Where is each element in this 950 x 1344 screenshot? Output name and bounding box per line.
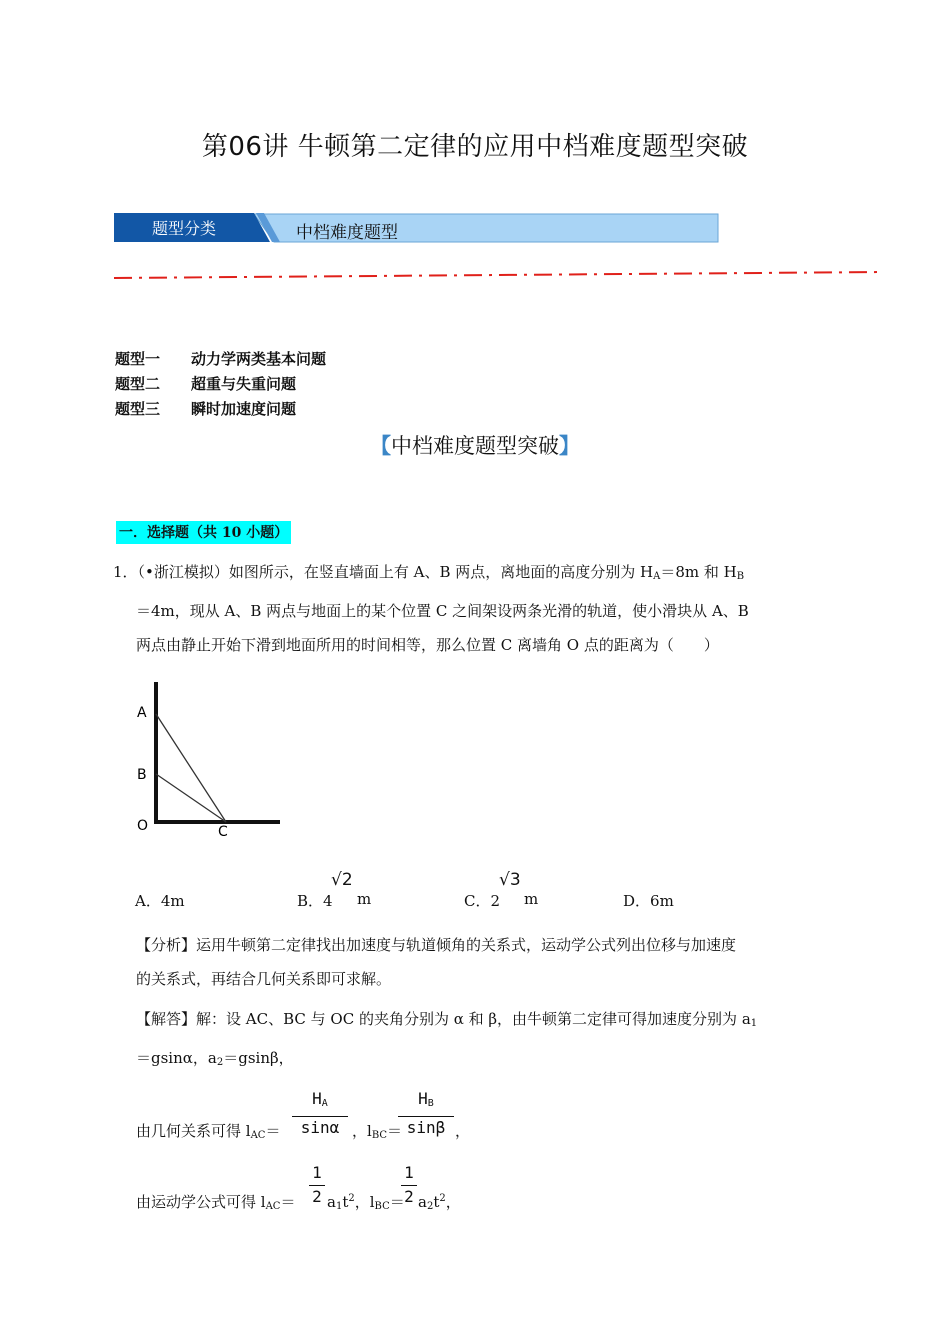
point-b-label: B (137, 767, 147, 783)
option-b-unit: m (357, 890, 372, 908)
category-banner (114, 212, 720, 246)
red-dash-divider (112, 268, 884, 282)
option-b-root: √2 (331, 870, 353, 890)
answer-line: 【解答】解：设 AC、BC 与 OC 的夹角分别为 α 和 β，由牛顿第二定律可得加速度分别为 $a_1$ (136, 1010, 758, 1029)
point-c-label: C (218, 824, 228, 840)
geometry-line-cont: ，$l_{BC}=$ (352, 1122, 403, 1141)
fraction-half-2: 1 2 (401, 1162, 417, 1207)
fraction-ha-sin-alpha: $H_A$ sinα (292, 1088, 348, 1138)
kinematics-line-mid: $a_1t^2$，$l_{BC}=$ (327, 1193, 405, 1212)
fraction-hb-sin-beta: $H_B$ sinβ (398, 1088, 454, 1138)
option-c-root: √3 (499, 870, 521, 890)
type-item: 题型一 动力学两类基本问题 (115, 350, 327, 368)
question-line: 1．（•浙江模拟）如图所示，在竖直墙面上有 A、B 两点，离地面的高度分别为 $H_A=8m$ 和 $H_B$ (113, 563, 745, 582)
type-item: 题型二 超重与失重问题 (115, 375, 297, 393)
section-heading: 一．选择题（共 10 小题） (116, 521, 291, 544)
geometry-line-end: ， (455, 1122, 471, 1140)
section-subtitle: 【中档难度题型突破】 (370, 434, 580, 458)
banner-text: 中档难度题型 (296, 223, 398, 243)
answer (136, 1002, 826, 1080)
analysis-line: 的关系式，再结合几何关系即可求解。 (136, 970, 392, 988)
point-o-label: O (137, 818, 149, 834)
point-a-label: A (137, 705, 147, 721)
analysis (136, 928, 826, 996)
option-c[interactable]: C．2 (464, 892, 501, 910)
kinematics-line-end: $a_2t^2$， (418, 1193, 461, 1212)
kinematics-line: 由运动学公式可得 $l_{AC}=$ (136, 1193, 296, 1212)
option-c-unit: m (524, 890, 539, 908)
type-list (115, 347, 326, 422)
option-a[interactable]: A．4m (135, 892, 185, 910)
banner-label: 题型分类 (152, 219, 217, 238)
analysis-line: 【分析】运用牛顿第二定律找出加速度与轨道倾角的关系式，运动学公式列出位移与加速度 (136, 936, 737, 954)
answer-line: ＝gsinα，$a_2=gsin\beta$， (136, 1049, 294, 1068)
page-title: 第06讲 牛顿第二定律的应用中档难度题型突破 (201, 132, 749, 162)
type-item: 题型三 瞬时加速度问题 (115, 400, 297, 418)
question-line: 两点由静止开始下滑到地面所用的时间相等，那么位置 C 离墙角 O 点的距离为（ ） (136, 636, 719, 654)
option-d[interactable]: D．6m (623, 892, 674, 910)
wall-track-figure (134, 668, 284, 844)
track-ac (156, 714, 226, 822)
geometry-line: 由几何关系可得 $l_{AC}=$ (136, 1122, 281, 1141)
fraction-half-1: 1 2 (309, 1162, 325, 1207)
question-1 (113, 555, 825, 662)
question-line: ＝4m，现从 A、B 两点与地面上的某个位置 C 之间架设两条光滑的轨道，使小滑块从 A、B (136, 602, 749, 620)
option-b[interactable]: B．4 (297, 892, 333, 910)
track-bc (156, 774, 226, 822)
